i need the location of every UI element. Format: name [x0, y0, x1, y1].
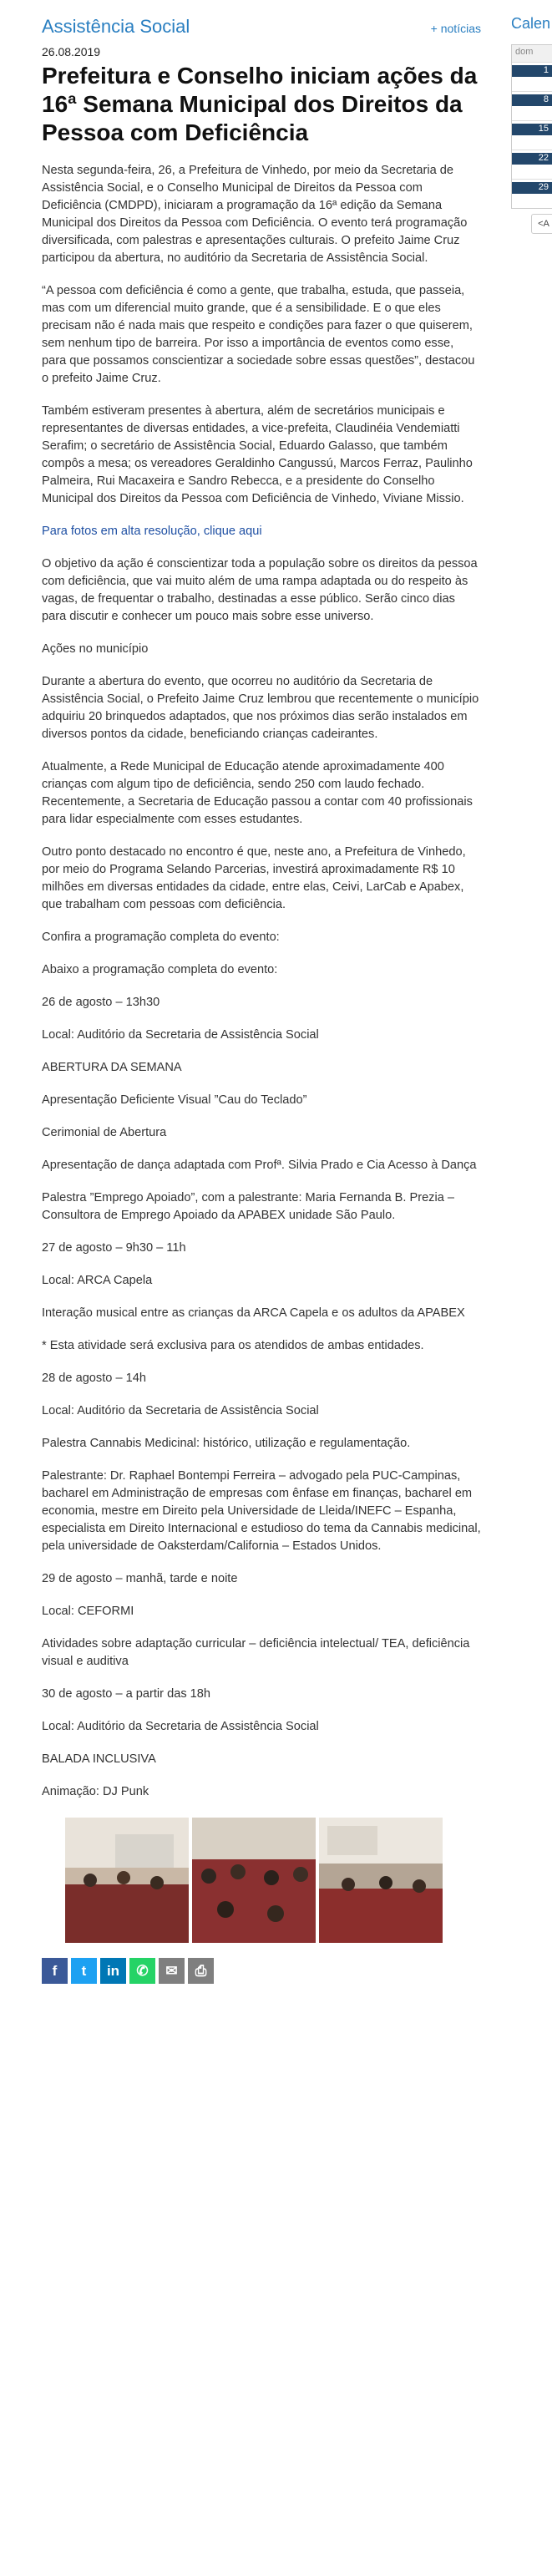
calendar-week: [512, 120, 552, 150]
paragraph: Confira a programação completa do evento:: [42, 931, 280, 944]
paragraph: Nesta segunda-feira, 26, a Prefeitura de Vinhedo, por meio da Secretaria de Assistência Social, e o Conselho Municipal de Direitos da Pessoa com Deficiência (CMDPD), iniciaram a programação da 16ª edição da Semana Municipal dos Direitos da Pessoa com Deficiência. O evento terá programação diversificada, com palestras e apresentações culturais. O prefeito Jaime Cruz participou da abertura, no auditório da Secretaria de Assistência Social.: [42, 164, 468, 265]
paragraph: Durante a abertura do evento, que ocorreu no auditório da Secretaria de Assistência Social, o Prefeito Jaime Cruz lembrou que recentemente o município adquiriu 20 brinquedos adaptados, que nos próximos dias serão instalados em diversos pontos da cidade, beneficiando crianças cadeirantes.: [42, 675, 479, 741]
facebook-icon[interactable]: f: [42, 1958, 68, 1984]
paragraph: Também estiveram presentes à abertura, além de secretários municipais e representantes de diversas entidades, a vice-prefeita, Claudinéia Vendemiatti Serafim; o secretário de Assistência Social, Eduardo Galasso, que também compôs a mesa; os vereadores Geraldinho Cangussú, Marcos Ferraz, Paulinho Palmeira, Rui Macaxeira e Sandro Rebecca, e a presidente do Conselho Municipal dos Direitos da Pessoa com Deficiência de Vinhedo, Viviane Missio.: [42, 404, 473, 505]
section-title[interactable]: Assistência Social: [42, 16, 190, 37]
calendar-week: [512, 91, 552, 120]
sidebar: [511, 15, 552, 234]
article-header: [42, 15, 481, 38]
share-bar: [42, 1958, 481, 1984]
calendar: [511, 44, 552, 209]
paragraph: Interação musical entre as crianças da ARCA Capela e os adultos da APABEX: [42, 1306, 465, 1320]
paragraph: Local: ARCA Capela: [42, 1274, 153, 1287]
paragraph: 30 de agosto – a partir das 18h: [42, 1687, 211, 1701]
paragraph: 29 de agosto – manhã, tarde e noite: [42, 1572, 238, 1585]
paragraph: 26 de agosto – 13h30: [42, 996, 160, 1009]
photo-link[interactable]: Para fotos em alta resolução, clique aqui: [42, 525, 262, 538]
paragraph: Apresentação Deficiente Visual ”Cau do Teclado”: [42, 1093, 307, 1107]
twitter-icon[interactable]: t: [71, 1958, 97, 1984]
article-date: 26.08.2019: [42, 45, 101, 58]
whatsapp-icon[interactable]: ✆: [129, 1958, 155, 1984]
paragraph: Atualmente, a Rede Municipal de Educação atende aproximadamente 400 crianças com algum tipo de deficiência, sendo 250 com laudo fechado. Recentemente, a Secretaria de Educação passou a contar com 40 profissionais para lidar especialmente com esses estudantes.: [42, 760, 473, 826]
paragraph: “A pessoa com deficiência é como a gente, que trabalha, estuda, que passeia, mas com um diferencial muito grande, que é a sensibilidade. E o que eles precisam não é nada mais que respeito e condições para fazer o que quiserem, sem nenhum tipo de barreira. Por isso a importância de eventos como esse, para que possamos conscientizar a sociedade sobre essas questões”, destacou o prefeito Jaime Cruz.: [42, 284, 475, 385]
paragraph: Ações no município: [42, 642, 149, 656]
calendar-title: Calen: [511, 15, 551, 32]
event-photo[interactable]: [65, 1818, 189, 1943]
calendar-day[interactable]: 8: [512, 94, 552, 106]
calendar-day[interactable]: 29: [512, 182, 552, 194]
article-body: [42, 555, 481, 1801]
paragraph: Palestra Cannabis Medicinal: histórico, utilização e regulamentação.: [42, 1437, 411, 1450]
email-icon[interactable]: ✉: [159, 1958, 185, 1984]
paragraph: Local: CEFORMI: [42, 1605, 134, 1618]
calendar-day[interactable]: 15: [512, 124, 552, 135]
paragraph: O objetivo da ação é conscientizar toda a população sobre os direitos da pessoa com deficiência, que vai muito além de uma rampa adaptada ou do respeito às vagas, de frequentar o trabalho, destinadas a esse público. Serão cinco dias para discutir e conhecer um pouco mais sobre esse universo.: [42, 557, 478, 623]
paragraph: Palestrante: Dr. Raphael Bontempi Ferreira – advogado pela PUC-Campinas, bacharel em Administração de empresas com ênfase em finanças, bacharel em economia, mestre em Direito pela Universidade de Lleida/INEFC – Espanha, especialista em Direito Internacional e estudioso do tema da Cannabis medicinal, pela universidade de Oaksterdam/California – Estados Unidos.: [42, 1469, 481, 1553]
print-icon[interactable]: ⎙: [188, 1958, 214, 1984]
paragraph: Palestra ”Emprego Apoiado”, com a palestrante: Maria Fernanda B. Prezia – Consultora de Emprego Apoiado da APABEX unidade São Paulo.: [42, 1191, 455, 1222]
article-column: [42, 15, 481, 1984]
paragraph: 27 de agosto – 9h30 – 11h: [42, 1241, 186, 1255]
paragraph: * Esta atividade será exclusiva para os atendidos de ambas entidades.: [42, 1339, 424, 1352]
paragraph: ABERTURA DA SEMANA: [42, 1061, 182, 1074]
calendar-week: [512, 179, 552, 208]
calendar-day[interactable]: 22: [512, 153, 552, 165]
paragraph: Apresentação de dança adaptada com Profª. Silvia Prado e Cia Acesso à Dança: [42, 1159, 477, 1172]
photo-gallery: [65, 1818, 481, 1943]
calendar-week: [512, 150, 552, 179]
paragraph: Local: Auditório da Secretaria de Assistência Social: [42, 1404, 319, 1417]
calendar-weekday: dom: [512, 45, 552, 62]
paragraph: BALADA INCLUSIVA: [42, 1752, 156, 1766]
paragraph: Animação: DJ Punk: [42, 1785, 149, 1798]
article-title: Prefeitura e Conselho iniciam ações da 16ª Semana Municipal dos Direitos da Pessoa com Deficiência: [42, 63, 478, 145]
paragraph: Local: Auditório da Secretaria de Assistência Social: [42, 1028, 319, 1042]
paragraph: Abaixo a programação completa do evento:: [42, 963, 278, 976]
paragraph: Cerimonial de Abertura: [42, 1126, 167, 1139]
linkedin-icon[interactable]: in: [100, 1958, 126, 1984]
calendar-week: [512, 62, 552, 91]
calendar-day[interactable]: 1: [512, 65, 552, 77]
more-news-link[interactable]: + notícias: [430, 22, 481, 35]
calendar-prev-button[interactable]: <A: [531, 214, 552, 234]
paragraph: Atividades sobre adaptação curricular – deficiência intelectual/ TEA, deficiência visual e auditiva: [42, 1637, 470, 1668]
paragraph: 28 de agosto – 14h: [42, 1372, 146, 1385]
event-photo[interactable]: [319, 1818, 443, 1943]
paragraph: Local: Auditório da Secretaria de Assistência Social: [42, 1720, 319, 1733]
event-photo[interactable]: [192, 1818, 316, 1943]
paragraph: Outro ponto destacado no encontro é que, neste ano, a Prefeitura de Vinhedo, por meio do Programa Selando Parcerias, investirá aproximadamente R$ 10 milhões em diversas entidades da cidade, entre elas, Ceivi, LarCab e Apabex, que trabalham com pessoas com deficiência.: [42, 845, 466, 911]
